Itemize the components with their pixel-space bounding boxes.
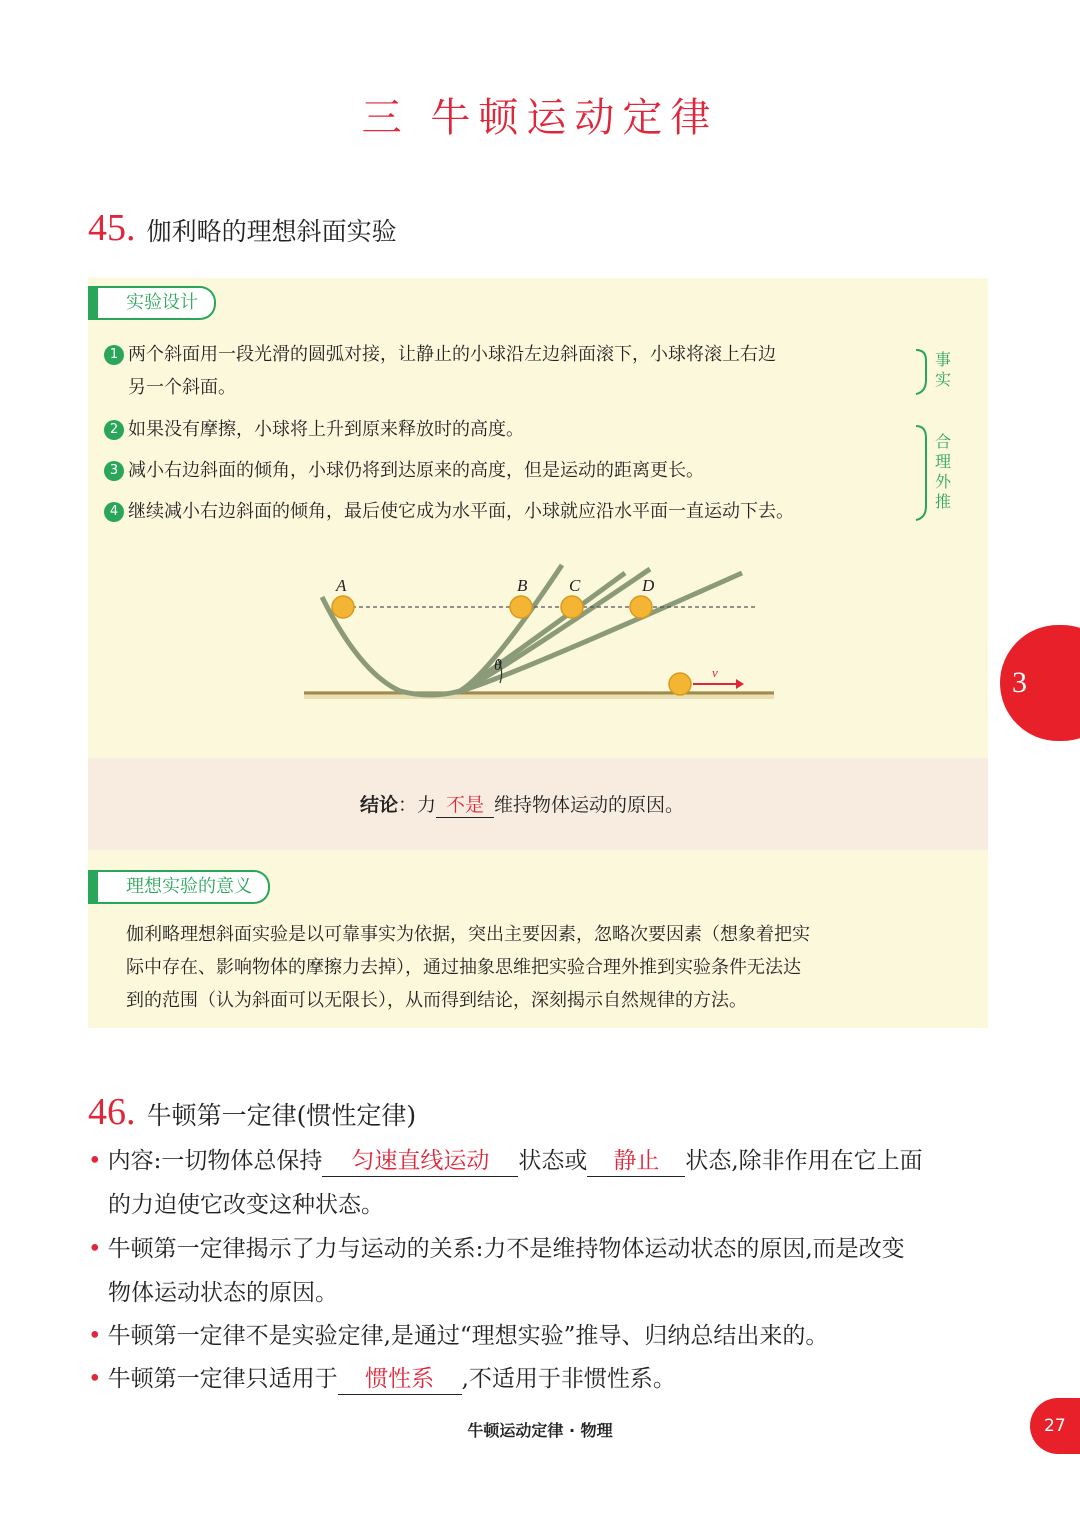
bullet-1-post: 状态,除非作用在它上面 xyxy=(685,1148,923,1174)
bullet-2-text: 牛顿第一定律揭示了力与运动的关系:力不是维持物体运动状态的原因,而是改变 xyxy=(107,1236,905,1262)
bullet-4-post: ,不适用于非惯性系。 xyxy=(461,1366,676,1392)
footer: 牛顿运动定律 · 物理 xyxy=(467,1421,613,1440)
incline-figure xyxy=(300,555,780,715)
label-a: A xyxy=(336,576,347,595)
label-c: C xyxy=(569,576,581,595)
conclusion-label: 结论 xyxy=(360,794,399,816)
section-46-title: 牛顿第一定律(惯性定律) xyxy=(146,1101,417,1130)
meaning-line-3: 到的范围（认为斜面可以无限长），从而得到结论，深刻揭示自然规律的方法。 xyxy=(126,990,747,1011)
label-theta: θ xyxy=(494,657,502,674)
ball-moving xyxy=(669,673,691,695)
conclusion-blank: 不是 xyxy=(436,790,494,818)
bullet-1 xyxy=(88,1146,923,1177)
label-velocity: v xyxy=(712,665,718,680)
bullet-dot: • xyxy=(88,1236,102,1262)
section-45-title: 伽利略的理想斜面实验 xyxy=(146,217,397,246)
meaning-line-1: 伽利略理想斜面实验是以可靠事实为依据，突出主要因素，忽略次要因素（想象着把实 xyxy=(126,924,810,945)
bullet-2 xyxy=(88,1234,905,1264)
meaning-paragraph xyxy=(126,918,966,1017)
bullet-4-pre: 牛顿第一定律只适用于 xyxy=(107,1366,338,1392)
bullet-4 xyxy=(88,1364,676,1395)
velocity-arrowhead xyxy=(736,679,744,689)
bullet-dot: • xyxy=(88,1323,102,1349)
section-45-number: 45. xyxy=(88,207,136,249)
ball-b xyxy=(510,596,532,618)
step-4-text: 继续减小右边斜面的倾角，最后使它成为水平面，小球就应沿水平面一直运动下去。 xyxy=(128,501,794,522)
step-3 xyxy=(104,458,704,484)
tag-flag xyxy=(88,286,98,320)
step-4-badge: 4 xyxy=(104,502,124,522)
bracket-label-fact: 事 实 xyxy=(935,350,952,389)
label-d: D xyxy=(642,576,655,595)
ball-d xyxy=(630,596,652,618)
step-3-text: 减小右边斜面的倾角，小球仍将到达原来的高度，但是运动的距离更长。 xyxy=(128,460,704,481)
bullet-dot: • xyxy=(88,1148,102,1174)
conclusion-pre: ：力 xyxy=(398,794,437,816)
tag-experiment-meaning: 理想实验的意义 xyxy=(98,870,270,904)
fill-uniform-motion: 匀速直线运动 xyxy=(322,1146,518,1177)
tag-experiment-design: 实验设计 xyxy=(98,286,216,320)
bullet-1-pre: 内容:一切物体总保持 xyxy=(107,1148,323,1174)
section-46-heading xyxy=(88,1090,416,1134)
bullet-1-line2: 的力迫使它改变这种状态。 xyxy=(108,1192,384,1218)
conclusion xyxy=(360,790,684,818)
ball-c xyxy=(561,596,583,618)
section-45-heading xyxy=(88,206,397,250)
incline-3 xyxy=(460,569,650,691)
step-2-text: 如果没有摩擦，小球将上升到原来释放时的高度。 xyxy=(128,419,524,440)
conclusion-post: 维持物体运动的原因。 xyxy=(494,794,685,816)
fill-inertial-frame: 惯性系 xyxy=(338,1364,462,1395)
label-b: B xyxy=(517,576,528,595)
bullet-dot: • xyxy=(88,1366,102,1392)
chapter-title: 三 牛顿运动定律 xyxy=(361,95,719,141)
step-3-badge: 3 xyxy=(104,461,124,481)
step-1-line2: 另一个斜面。 xyxy=(128,377,236,398)
bullet-1-mid: 状态或 xyxy=(518,1148,588,1174)
step-1 xyxy=(104,342,776,368)
step-2 xyxy=(104,417,524,443)
page-number: 27 xyxy=(1030,1398,1080,1454)
bullet-3-text: 牛顿第一定律不是实验定律,是通过“理想实验”推导、归纳总结出来的。 xyxy=(107,1323,829,1349)
step-1-badge: 1 xyxy=(104,345,124,365)
fill-rest: 静止 xyxy=(587,1146,685,1177)
step-1-text: 两个斜面用一段光滑的圆弧对接，让静止的小球沿左边斜面滚下，小球将滚上右边 xyxy=(128,344,776,365)
meaning-line-2: 际中存在、影响物体的摩擦力去掉），通过抽象思维把实验合理外推到实验条件无法达 xyxy=(126,957,801,978)
bullet-2-line2: 物体运动状态的原因。 xyxy=(108,1280,338,1306)
ball-a xyxy=(332,596,354,618)
chapter-side-tab: 3 xyxy=(1000,625,1080,741)
bracket-lines xyxy=(910,346,934,526)
bullet-3 xyxy=(88,1321,828,1351)
bracket-label-extrapolation: 合 理 外 推 xyxy=(935,432,952,511)
section-46-number: 46. xyxy=(88,1091,136,1133)
step-4 xyxy=(104,499,794,525)
tag-flag-2 xyxy=(88,870,98,904)
step-2-badge: 2 xyxy=(104,420,124,440)
